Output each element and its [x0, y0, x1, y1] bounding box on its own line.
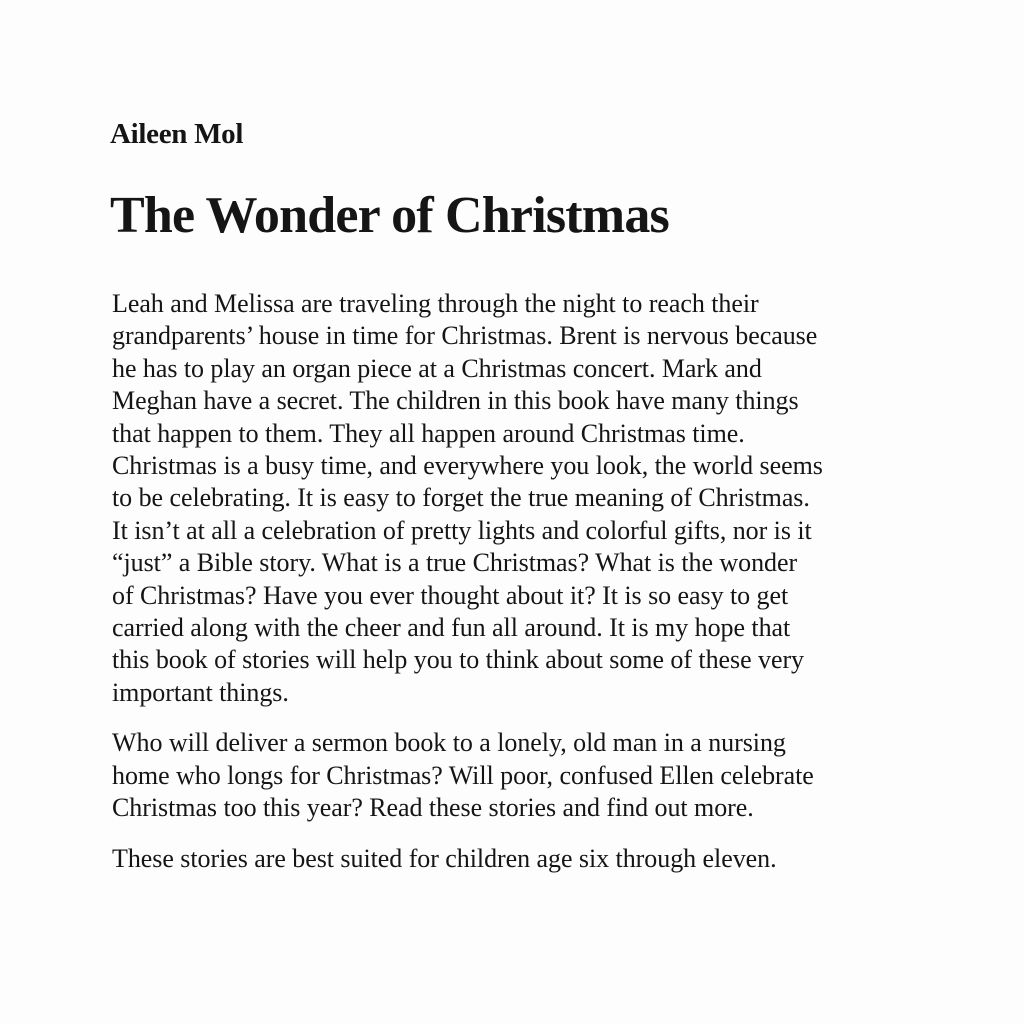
text-line: that happen to them. They all happen around Christmas time. [112, 418, 745, 448]
book-description [112, 288, 972, 893]
age-recommendation [112, 843, 972, 875]
text-line: of Christmas? Have you ever thought about it? It is so easy to get [112, 580, 789, 610]
description-paragraph-1 [112, 288, 972, 709]
text-line: These stories are best suited for children age six through eleven. [112, 843, 777, 873]
text-line: Leah and Melissa are traveling through the night to reach their [112, 289, 759, 318]
text-line: he has to play an organ piece at a Christmas concert. Mark and [112, 353, 762, 383]
text-line: It isn’t at all a celebration of pretty lights and colorful gifts, nor is it [112, 515, 812, 545]
text-line: this book of stories will help you to think about some of these very [112, 645, 805, 675]
author-name: Aileen Mol [110, 118, 244, 150]
text-line: important things. [112, 677, 289, 707]
description-paragraph-2 [112, 727, 972, 824]
text-line: Who will deliver a sermon book to a lonely, old man in a nursing [112, 728, 786, 758]
text-line: Christmas is a busy time, and everywhere you look, the world seems [112, 451, 823, 481]
text-line: to be celebrating. It is easy to forget the true meaning of Christmas. [112, 483, 810, 513]
text-line: home who longs for Christmas? Will poor, confused Ellen celebrate [112, 760, 814, 790]
text-line: grandparents’ house in time for Christmas. Brent is nervous because [112, 321, 818, 351]
text-line: Christmas too this year? Read these stories and find out more. [112, 793, 754, 823]
text-line: carried along with the cheer and fun all around. It is my hope that [112, 613, 791, 643]
book-title: The Wonder of Christmas [110, 187, 669, 244]
text-line: “just” a Bible story. What is a true Christmas? What is the wonder [112, 548, 798, 578]
text-line: Meghan have a secret. The children in this book have many things [112, 386, 799, 416]
